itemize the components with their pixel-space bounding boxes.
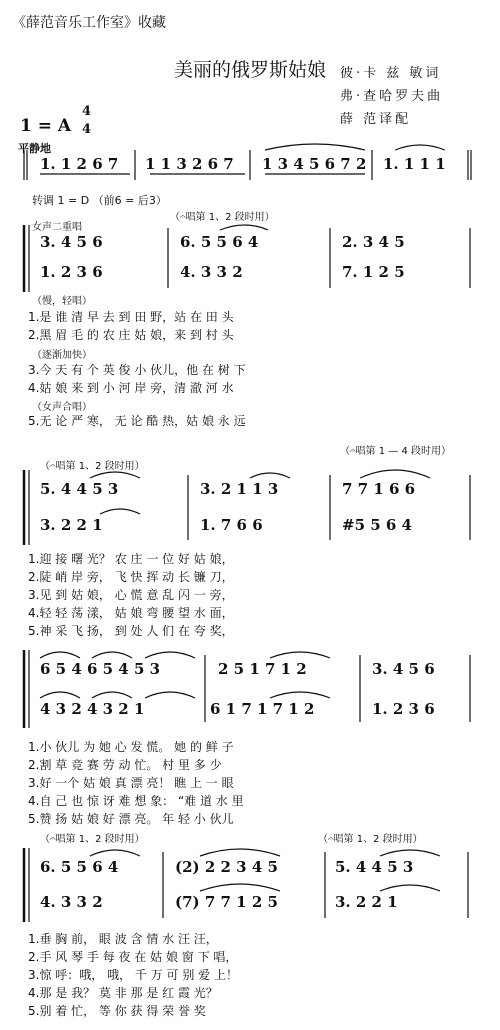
lyric-line: 5.别 着 忙， 等 你 获 得 荣 誉 奖 xyxy=(28,1004,206,1018)
measure: 5. 4 4 5 3 xyxy=(40,480,119,498)
measure: 4. 3 3 2 xyxy=(40,893,103,911)
measure: 3. 2 1 1 3 xyxy=(200,480,279,498)
measure: 6. 5 5 6 4 xyxy=(40,858,119,876)
measure: 1. 7 6 6 xyxy=(200,516,263,534)
lyric-line: 2.割 草 竞 赛 劳 动 忙。 村 里 多 少 xyxy=(28,758,222,772)
lyric-line: 2.陡 峭 岸 旁， 飞 快 挥 动 长 镰 刀， xyxy=(28,570,234,584)
lyric-line: 2.黑 眉 毛 的 农 庄 姑 娘，来 到 村 头 xyxy=(28,328,234,342)
repeat-note: （𝄐唱第 1、2 段时用） xyxy=(170,212,275,223)
lyric-line: 3.好 一个 姑 娘 真 漂 亮！ 瞧 上 一 眼 xyxy=(28,776,234,790)
credit-translator: 薛 范译配 xyxy=(340,112,412,127)
lyric-line: 1.小 伙儿 为 她 心 发 慌。 她 的 鲜 子 xyxy=(28,740,234,754)
key-signature: 1 = A xyxy=(20,116,72,136)
lyric-line: 1.是 谁 清 早 去 到 田 野，站 在 田 头 xyxy=(28,310,234,324)
intro-measure: 1 1 3 2 6 7 xyxy=(145,155,234,173)
measure: 1. 2 3 6 xyxy=(40,263,103,281)
measure: #5 5 6 4 xyxy=(342,516,412,534)
lyric-line: 4.轻 轻 荡 漾， 姑 娘 弯 腰 望 水 面， xyxy=(28,606,234,620)
measure: 6 5 4 6 5 4 5 3 xyxy=(40,660,161,678)
voices-label: 女声二重唱 xyxy=(32,222,82,233)
faster-label: （逐渐加快） xyxy=(32,350,92,361)
lyric-line: 5.神 采 飞 扬， 到 处 人 们 在 夸 奖， xyxy=(28,624,234,638)
measure: 3. 2 2 1 xyxy=(335,893,398,911)
tempo-marking: 平静地 xyxy=(18,142,51,155)
measure: 6 1 7 1 7 1 2 xyxy=(210,700,315,718)
lyric-line: 4.那 是 我？ 莫 非 那 是 红 霞 光？ xyxy=(28,986,218,1000)
measure: 5. 4 4 5 3 xyxy=(335,858,414,876)
slow-label: （慢，轻唱） xyxy=(32,296,92,307)
measure: 7. 1 2 5 xyxy=(342,263,405,281)
lyric-line: 1.垂 胸 前， 眼 波 含 情 水 汪 汪， xyxy=(28,932,218,946)
repeat-note: （𝄐唱第 1、2 段时用） xyxy=(318,834,423,845)
lyric-line: 2.手 风 琴 手 每 夜 在 姑 娘 窗 下 唱， xyxy=(28,950,238,964)
lyric-line: 1.迎 接 曙 光？ 农 庄 一 位 好 姑 娘， xyxy=(28,552,234,566)
repeat-note: （𝄐唱第 1、2 段时用） xyxy=(40,834,145,845)
repeat-note: （𝄐唱第 1 — 4 段时用） xyxy=(340,446,451,457)
measure: 4 3 2 4 3 2 1 xyxy=(40,700,145,718)
time-signature-bottom: 4 xyxy=(82,122,92,137)
measure: 7 7 1 6 6 xyxy=(342,480,416,498)
transpose-note: 转调 1 = D （前6 = 后3） xyxy=(32,194,167,207)
lyric-line: 5.赞 扬 姑 娘 好 漂 亮。 年 轻 小 伙儿 xyxy=(28,812,234,826)
song-title: 美丽的俄罗斯姑娘 xyxy=(173,59,326,81)
intro-measure: 1. 1 1 1 xyxy=(383,155,446,173)
credit-lyricist: 彼·卡 兹 敏词 xyxy=(340,66,442,81)
intro-measure: 1 3 4 5 6 7 2 xyxy=(262,155,367,173)
lyric-line: 4.自 己 也 惊 讶 难 想 象： “难 道 水 里 xyxy=(28,794,244,808)
measure: 3. 4 5 6 xyxy=(372,660,435,678)
measure: 2 5 1 7 1 2 xyxy=(218,660,307,678)
lyric-line: 3.见 到 姑 娘， 心 慌 意 乱 闪 一 旁， xyxy=(28,588,234,602)
collection-note: 《薛范音乐工作室》收藏 xyxy=(12,15,166,31)
chorus-label: （女声合唱） xyxy=(32,402,92,413)
measure: 3. 2 2 1 xyxy=(40,516,103,534)
measure: 6. 5 5 6 4 xyxy=(180,233,259,251)
time-signature-top: 4 xyxy=(82,104,92,119)
measure: (7) 7 7 1 2 5 xyxy=(175,893,278,911)
measure: (2) 2 2 3 4 5 xyxy=(175,858,278,876)
lyric-line: 4.姑 娘 来 到 小 河 岸 旁，清 澈 河 水 xyxy=(28,381,234,395)
measure: 2. 3 4 5 xyxy=(342,233,405,251)
credit-composer: 弗·查哈罗夫曲 xyxy=(340,89,444,104)
repeat-note: （𝄐唱第 1、2 段时用） xyxy=(40,461,145,472)
measure: 1. 2 3 6 xyxy=(372,700,435,718)
lyric-line: 5.无 论 严 寒， 无 论 酷 热，姑 娘 永 远 xyxy=(28,414,246,428)
measure: 3. 4 5 6 xyxy=(40,233,103,251)
lyric-line: 3.今 天 有 个 英 俊 小 伙儿，他 在 树 下 xyxy=(28,363,246,377)
measure: 4. 3 3 2 xyxy=(180,263,243,281)
lyric-line: 3.惊 呼：哦， 哦， 千 万 可 别 爱 上！ xyxy=(28,968,238,982)
intro-measure: 1. 1 2 6 7 xyxy=(40,155,119,173)
